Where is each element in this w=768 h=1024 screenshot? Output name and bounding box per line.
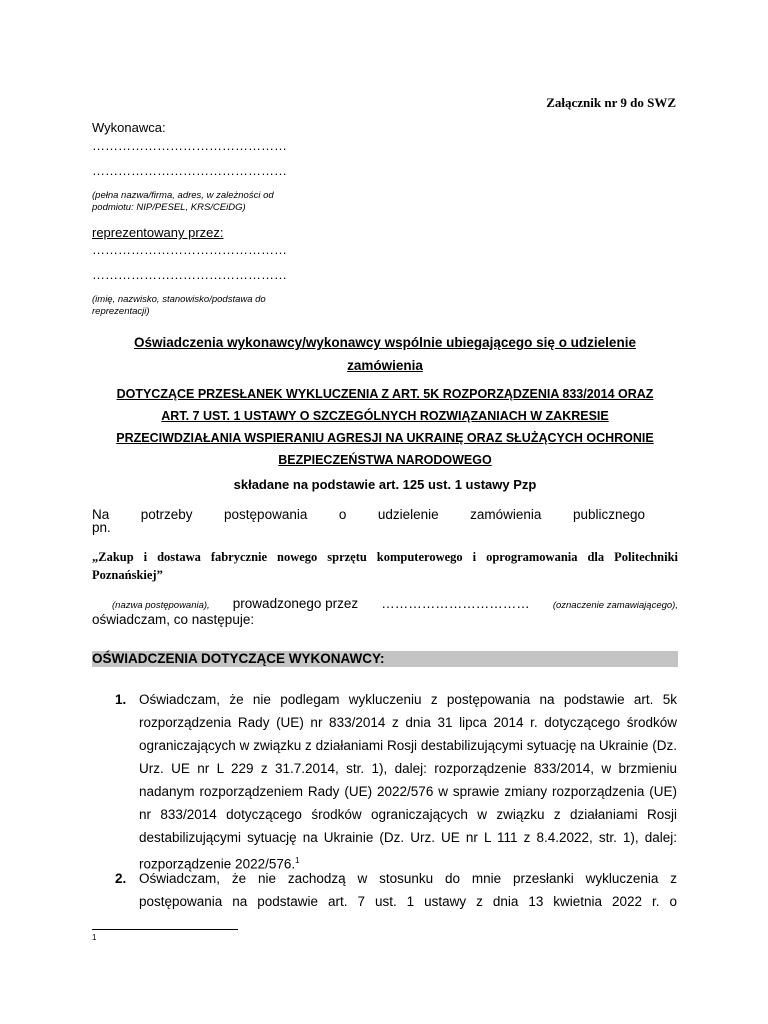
contractor-dots-2: ……………………………………… [92, 163, 287, 178]
contractor-block [92, 120, 678, 214]
subtitle-line-3: PRZECIWDZIAŁANIA WSPIERANIU AGRESJI NA UKRAINĘ ORAZ SŁUŻĄCYCH OCHRONIE [116, 431, 654, 445]
footnote-ref[interactable]: 1 [295, 856, 300, 865]
representative-hint: (imię, nazwisko, stanowisko/podstawa do reprezentacji) [92, 294, 266, 317]
list-item [115, 688, 677, 876]
subtitle-block [92, 383, 678, 471]
footnote-separator [92, 929, 238, 930]
project-name-block [92, 548, 678, 584]
conducted-by-label: prowadzonego przez [232, 596, 359, 611]
annex-label: Załącznik nr 9 do SWZ [546, 95, 676, 110]
subtitle-line-2: ART. 7 UST. 1 USTAWY O SZCZEGÓLNYCH ROZWIĄZANIACH W ZAKRESIE [161, 409, 609, 423]
intro-block [92, 507, 678, 535]
project-name-line-1: „Zakup i dostawa fabrycznie nowego sprzętu komputerowego i oprogramowania dla Politechniki [92, 550, 678, 564]
representative-label: reprezentowany przez: [92, 225, 224, 240]
declare-line: oświadczam, co następuje: [92, 612, 255, 627]
representative-dots-1: ……………………………………… [92, 242, 287, 257]
subtitle-line-1: DOTYCZĄCE PRZESŁANEK WYKLUCZENIA Z ART. 5K ROZPORZĄDZENIA 833/2014 ORAZ [116, 387, 654, 401]
project-name-line-2: Poznańskiej” [92, 568, 163, 582]
contractor-hint: (pełna nazwa/firma, adres, w zależności od podmiotu: NIP/PESEL, KRS/CEiDG) [92, 190, 274, 213]
conducted-block [92, 596, 678, 627]
section-heading-bar [92, 651, 678, 667]
title-block [92, 331, 678, 377]
procedure-name-hint: (nazwa postępowania), [112, 600, 210, 611]
intro-line-2: pn. [92, 520, 111, 535]
representative-dots-2: ……………………………………… [92, 267, 287, 282]
contractor-dots-1: ……………………………………… [92, 138, 287, 153]
section-heading: OŚWIADCZENIA DOTYCZĄCE WYKONAWCY: [92, 651, 678, 667]
footnote-number: 1 [92, 933, 97, 942]
contractor-label: Wykonawca: [92, 120, 166, 135]
list-item-number: 2. [115, 871, 127, 886]
list-item-text: Oświadczam, że nie podlegam wykluczeniu z postępowania na podstawie art. 5k rozporządzenia Rady (UE) nr 833/2014 z dnia 31 lipca 2014 r. dotyczącego środków ograniczających w związku z działaniami Rosji destabilizującymi sytuację na Ukrainie (Dz. Urz. UE nr L 229 z 31.7.2014, str. 1), dalej: rozporządzenie 833/2014, w brzmieniu nadanym rozporządzeniem Rady (UE) 2022/576 w sprawie zmiany rozporządzenia (UE) nr 833/2014 dotyczącego środków ograniczających w związku z działaniami Rosji destabilizującymi sytuację na Ukrainie (Dz. Urz. UE nr L 111 z 8.4.2022, str. 1), dalej: rozporządzenie 2022/576.$^1$ [139, 692, 677, 872]
title-line-1: Oświadczenia wykonawcy/wykonawcy wspólnie ubiegającego się o udzielenie [134, 335, 636, 350]
orderer-hint: (oznaczenie zamawiającego), [552, 600, 678, 611]
list-item [115, 867, 677, 913]
representative-block [92, 225, 678, 318]
list-item-text: Oświadczam, że nie zachodzą w stosunku do mnie przesłanki wykluczenia z postępowania na podstawie art. 7 ust. 1 ustawy z dnia 13 kwietnia 2022 r. o [139, 871, 677, 909]
intro-line-1: Na potrzeby postępowania o udzielenie zamówienia publicznego [92, 507, 645, 522]
title-line-2: zamówienia [347, 358, 423, 373]
list-item-number: 1. [115, 692, 127, 707]
legal-basis: składane na podstawie art. 125 ust. 1 ustawy Pzp [233, 477, 537, 492]
subtitle-line-4: BEZPIECZEŃSTWA NARODOWEGO [278, 453, 492, 467]
conducted-by-dots: …………………………… [381, 596, 530, 611]
